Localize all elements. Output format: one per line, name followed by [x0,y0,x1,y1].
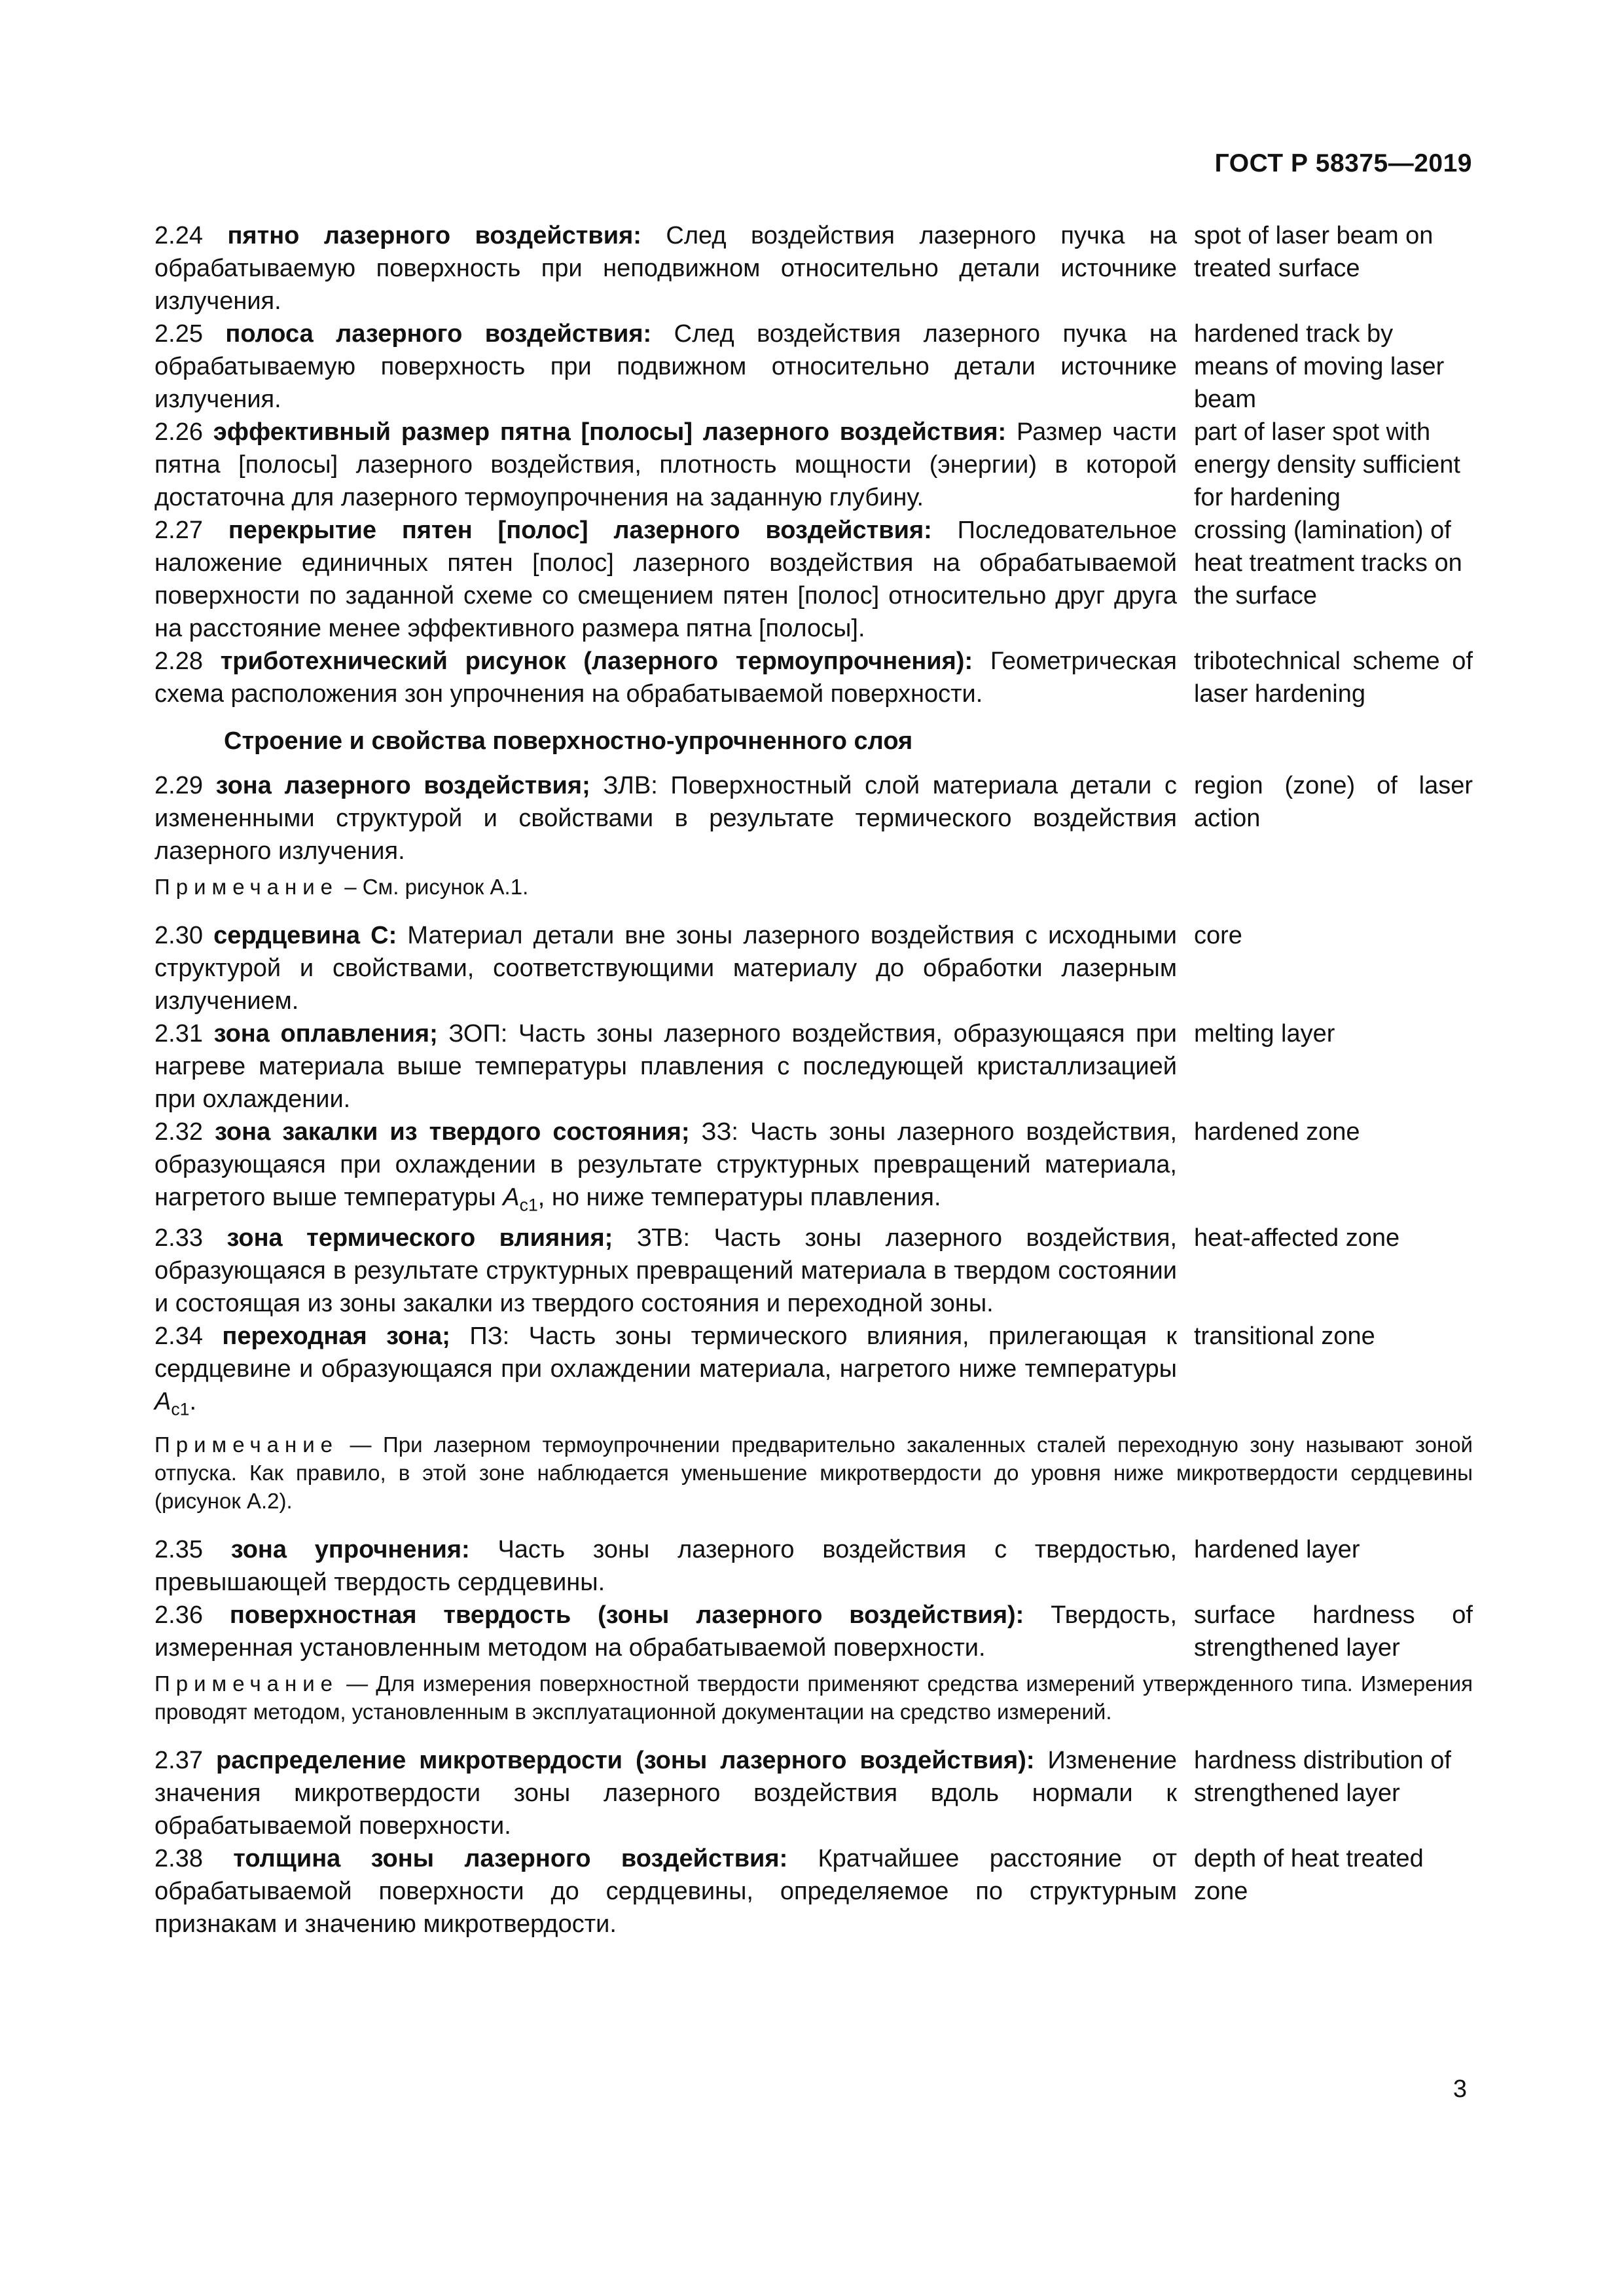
section-title: Строение и свойства поверхностно-упрочненного слоя [224,727,913,755]
term-entry-2-37 [154,1744,1473,1842]
term-name: полоса лазерного воздействия: [225,320,652,348]
term-en: heat-affected zone [1194,1224,1400,1252]
term-number: 2.36 [154,1601,203,1630]
note-text: – См. рисунок А.1. [344,875,529,899]
temperature-subscript: c1 [171,1399,190,1419]
term-ru [154,1222,1177,1320]
page-number: 3 [1453,2075,1467,2103]
note-label: Примечание [154,875,339,899]
term-number: 2.37 [154,1747,203,1775]
term-en: hardened zone [1194,1118,1360,1146]
term-en: region (zone) of laser action [1194,772,1473,832]
term-ru [154,514,1177,645]
term-definition: ПЗ: Часть зоны термического влияния, прилегающая к сердцевине и образующаяся при охлаждении материала, нагретого ниже температуры [154,1322,1177,1383]
term-number: 2.29 [154,772,203,799]
term-ru [154,1017,1177,1116]
term-number: 2.25 [154,320,203,348]
term-ru [154,318,1177,416]
term-entry-2-30 [154,919,1473,1017]
term-number: 2.28 [154,647,203,675]
term-entry-2-24 [154,219,1473,318]
term-entry-2-38 [154,1842,1473,1941]
note-2 [154,1430,1473,1515]
term-ru [154,645,1177,710]
term-definition-tail: . [189,1387,197,1415]
term-entry-2-29 [154,769,1473,867]
term-ru [154,1842,1177,1941]
term-number: 2.26 [154,418,203,446]
term-ru [154,416,1177,514]
term-en: tribotechnical scheme of laser hardening [1194,647,1473,708]
term-name: пятно лазерного воздействия: [227,222,641,249]
term-name: распределение микротвердости (зоны лазерного воздействия): [216,1747,1035,1775]
term-ru [154,1320,1177,1426]
term-en: crossing (lamination) of heat treatment tracks on the surface [1194,517,1462,610]
term-entry-2-27 [154,514,1473,645]
term-en: hardened layer [1194,1536,1360,1564]
term-ru [154,769,1177,867]
term-name: зона закалки из твердого состояния; [214,1118,690,1146]
term-entry-2-34 [154,1320,1473,1426]
term-name: поверхностная твердость (зоны лазерного воздействия): [229,1601,1024,1630]
term-en: depth of heat treated zone [1194,1845,1424,1906]
term-ru [154,1533,1177,1599]
term-name: зона оплавления; [213,1020,438,1048]
term-number: 2.35 [154,1536,203,1564]
term-name: сердцевина С: [213,922,397,949]
term-entry-2-25 [154,318,1473,416]
note-label: Примечание [154,1432,339,1457]
term-name: эффективный размер пятна [полосы] лазерного воздействия: [213,418,1007,446]
note-text: — Для измерения поверхностной твердости применяют средства измерений утвержденного типа. Измерения проводят методом, установленным в эксплуатационной документации на средство измерений. [154,1671,1473,1724]
note-label: Примечание [154,1671,339,1696]
term-entry-2-26 [154,416,1473,514]
note-1 [154,873,1473,901]
term-number: 2.38 [154,1845,203,1873]
term-definition: След воздействия лазерного пучка на обрабатываемую поверхность при подвижном относительно детали источнике излучения. [154,320,1178,413]
term-name: толщина зоны лазерного воздействия: [233,1845,788,1873]
term-entry-2-28 [154,645,1473,710]
term-definition: Материал детали вне зоны лазерного воздействия с исходными структурой и свойствами, соответствующими материалу до обработки лазерным излучением. [154,922,1177,1015]
temperature-symbol: A [154,1387,171,1415]
term-definition: Кратчайшее расстояние от обрабатываемой поверхности до сердцевины, определяемое по структурным признакам и значению микротвердости. [154,1845,1178,1939]
standard-header: ГОСТ Р 58375—2019 [1214,149,1472,177]
term-ru [154,919,1177,1017]
term-name: зона упрочнения: [230,1536,470,1564]
term-definition: След воздействия лазерного пучка на обрабатываемую поверхность при неподвижном относительно детали источнике излучения. [154,222,1177,315]
term-number: 2.27 [154,517,203,544]
term-definition: Часть зоны лазерного воздействия с твердостью, превышающей твердость сердцевины. [154,1536,1178,1597]
term-number: 2.33 [154,1224,203,1252]
term-en: hardness distribution of strengthened layer [1194,1747,1451,1808]
term-entry-2-35 [154,1533,1473,1599]
note-3 [154,1669,1473,1726]
term-number: 2.34 [154,1322,203,1350]
term-en: transitional zone [1194,1322,1375,1350]
term-entry-2-32 [154,1116,1473,1222]
term-en: spot of laser beam on treated surface [1194,222,1434,282]
term-number: 2.24 [154,222,203,249]
term-definition: ЗТВ: Часть зоны лазерного воздействия, образующаяся в результате структурных превращений материала в твердом состоянии и состоящая из зоны закалки из твердого состояния и переходной зоны. [154,1224,1178,1317]
term-name: зона термического влияния; [226,1224,613,1252]
term-ru [154,1744,1177,1842]
term-number: 2.30 [154,922,203,949]
term-ru [154,1116,1177,1222]
term-definition: ЗЛВ: Поверхностный слой материала детали с измененными структурой и свойствами в результате термического воздействия лазерного излучения. [154,772,1178,865]
term-definition: Последовательное наложение единичных пятен [полос] лазерного воздействия на обрабатываемой поверхности по заданной схеме со смещением пятен [полос] относительно друг друга на расстояние менее эффективного размера пятна [полосы]. [154,517,1178,642]
term-definition: Изменение значения микротвердости зоны лазерного воздействия вдоль нормали к обрабатываемой поверхности. [154,1747,1178,1840]
term-en: surface hardness of strengthened layer [1194,1601,1473,1662]
temperature-subscript: c1 [519,1195,538,1215]
term-definition: ЗОП: Часть зоны лазерного воздействия, образующаяся при нагреве материала выше температуры плавления с последующей кристаллизацией при охлаждении. [154,1020,1178,1113]
term-entry-2-33 [154,1222,1473,1320]
term-name: переходная зона; [222,1322,450,1350]
term-en: melting layer [1194,1020,1335,1048]
temperature-symbol: A [503,1184,520,1211]
terms-content [154,219,1473,1941]
term-definition: Размер части пятна [полосы] лазерного воздействия, плотность мощности (энергии) в которой достаточна для лазерного термоупрочнения на заданную глубину. [154,418,1177,511]
term-definition: ЗЗ: Часть зоны лазерного воздействия, образующаяся при охлаждении в результате структурных превращений материала, нагретого выше температуры [154,1118,1178,1211]
term-number: 2.32 [154,1118,203,1146]
term-definition: Геометрическая схема расположения зон упрочнения на обрабатываемой поверхности. [154,647,1178,708]
term-number: 2.31 [154,1020,203,1048]
term-definition: Твердость, измеренная установленным методом на обрабатываемой поверхности. [154,1601,1178,1662]
term-name: перекрытие пятен [полос] лазерного воздействия: [228,517,932,544]
term-entry-2-31 [154,1017,1473,1116]
term-entry-2-36 [154,1599,1473,1664]
term-definition-tail: , но ниже температуры плавления. [537,1184,941,1211]
term-name: триботехнический рисунок (лазерного термоупрочнения): [220,647,973,675]
term-name: зона лазерного воздействия; [215,772,590,799]
term-ru [154,1599,1177,1664]
note-text: — При лазерном термоупрочнении предварительно закаленных сталей переходную зону называют зоной отпуска. Как правило, в этой зоне наблюдается уменьшение микротвердости до уровня ниже микротвердости сердцевины (рисунок А.2). [154,1432,1473,1514]
term-ru [154,219,1177,318]
term-en: part of laser spot with energy density sufficient for hardening [1194,418,1460,511]
term-en: core [1194,922,1242,949]
term-en: hardened track by means of moving laser beam [1194,320,1445,413]
